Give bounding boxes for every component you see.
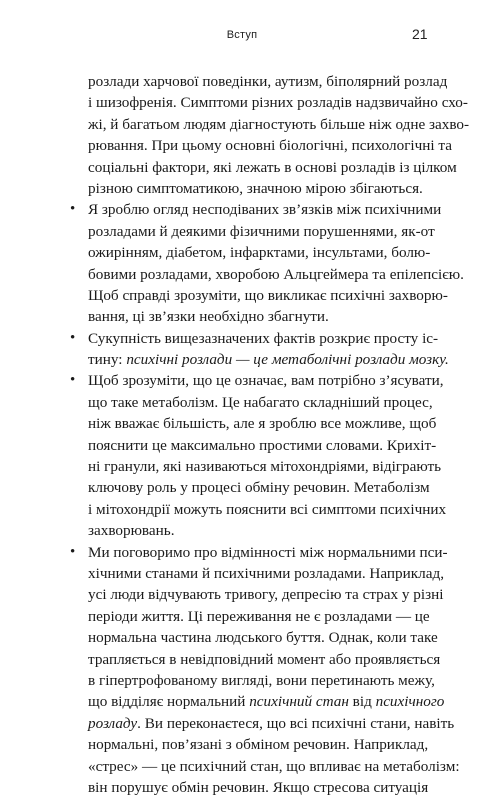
bullet-marker: • [70, 543, 76, 560]
text-line: розладами й деякими фізичними порушеннями, як-от [88, 222, 435, 240]
text-line: жі, й багатьом людям діагностують більше ніж одне захво- [88, 115, 470, 133]
text-line: Сукупність вищезазначених фактів розкриє просту іс- [88, 329, 439, 347]
page-header [0, 26, 484, 49]
text-line: і шизофренія. Симптоми різних розладів надзвичайно схо- [88, 94, 468, 112]
bullet-item [70, 542, 460, 798]
text-line: нормальні, пов’язані з обміном речовин. Наприклад, [88, 736, 429, 754]
bullet-item [70, 328, 449, 371]
text-line: усі люди відчувають тривогу, депресію та страх у різні [88, 586, 444, 604]
text-line: періоди життя. Ці переживання не є розладами — це [88, 607, 430, 625]
text-line: ожирінням, діабетом, інфарктами, інсультами, болю- [88, 244, 431, 262]
text-line: вання, ці зв’язки необхідно збагнути. [88, 308, 329, 326]
bullet-item [70, 370, 447, 541]
text-line: ні гранули, які називаються мітохондріями, відіграють [88, 458, 442, 476]
text-line: соціальні фактори, які лежать в основі розладів із цілком [88, 158, 457, 176]
text-line: розлади харчової поведінки, аутизм, біполярний розлад [88, 73, 448, 90]
text-line: рювання. При цьому основні біологічні, психологічні та [88, 137, 452, 155]
text-line: Я зроблю огляд несподіваних зв’язків між психічними [88, 201, 442, 219]
text-line [88, 713, 455, 734]
text-line: хічними станами й психічними розладами. Наприклад, [88, 564, 445, 582]
bullet-item [70, 199, 464, 327]
text-line: «стрес» — це психічний стан, що впливає на метаболізм: [88, 757, 460, 775]
text-line: він порушує обмін речовин. Якщо стресова ситуація [88, 778, 429, 796]
text-line: що таке метаболізм. Це набагато складніший процес, [88, 393, 433, 411]
bullet-marker: • [70, 201, 76, 218]
text-line: Ми поговоримо про відмінності між нормальними пси- [88, 543, 448, 561]
bullet-marker: • [70, 372, 76, 389]
page-number: 21 [412, 26, 428, 42]
text-run: . Ви переконаєтеся, що всі психічні стани, навіть [137, 714, 455, 732]
text-line: різною симптоматикою, значною мірою збігаються. [88, 179, 423, 197]
text-line: захворювань. [88, 522, 175, 540]
emphasis-text: психічний стан [249, 693, 349, 711]
text-line [88, 349, 449, 370]
text-line: нормальна частина людського буття. Однак, коли таке [88, 629, 438, 647]
emphasis-text: розладу [88, 714, 138, 732]
text-run: що відділяє нормальний [88, 693, 250, 711]
text-line [88, 691, 445, 712]
text-line: бовими розладами, хворобою Альцгеймера та епілепсією. [88, 265, 464, 283]
text-line: пояснити це максимально простими словами. Крихіт- [88, 436, 437, 454]
text-line: і мітохондрії можуть пояснити всі симптоми психічних [88, 500, 447, 518]
text-line: ключову роль у процесі обміну речовин. Метаболізм [88, 479, 430, 497]
intro-paragraph [88, 71, 470, 199]
running-title: Вступ [226, 29, 258, 41]
emphasis-text: психічного [375, 693, 445, 711]
text-line: в гіпертрофованому вигляді, вони перетинають межу, [88, 671, 435, 689]
text-line: Щоб зрозуміти, що це означає, вам потрібно з’ясувати, [88, 372, 444, 390]
emphasis-text: психічні розлади — це метаболічні розлади мозку. [126, 351, 449, 369]
page-body [70, 71, 470, 798]
text-line: трапляється в невідповідний момент або проявляється [88, 650, 441, 668]
text-run: тину: [88, 351, 127, 369]
text-line: ніж вважає більшість, але я зроблю все можливе, щоб [88, 415, 437, 433]
text-line: Щоб справді зрозуміти, що викликає психічні захворю- [88, 286, 448, 304]
bullet-marker: • [70, 329, 76, 346]
text-run: від [348, 693, 376, 711]
